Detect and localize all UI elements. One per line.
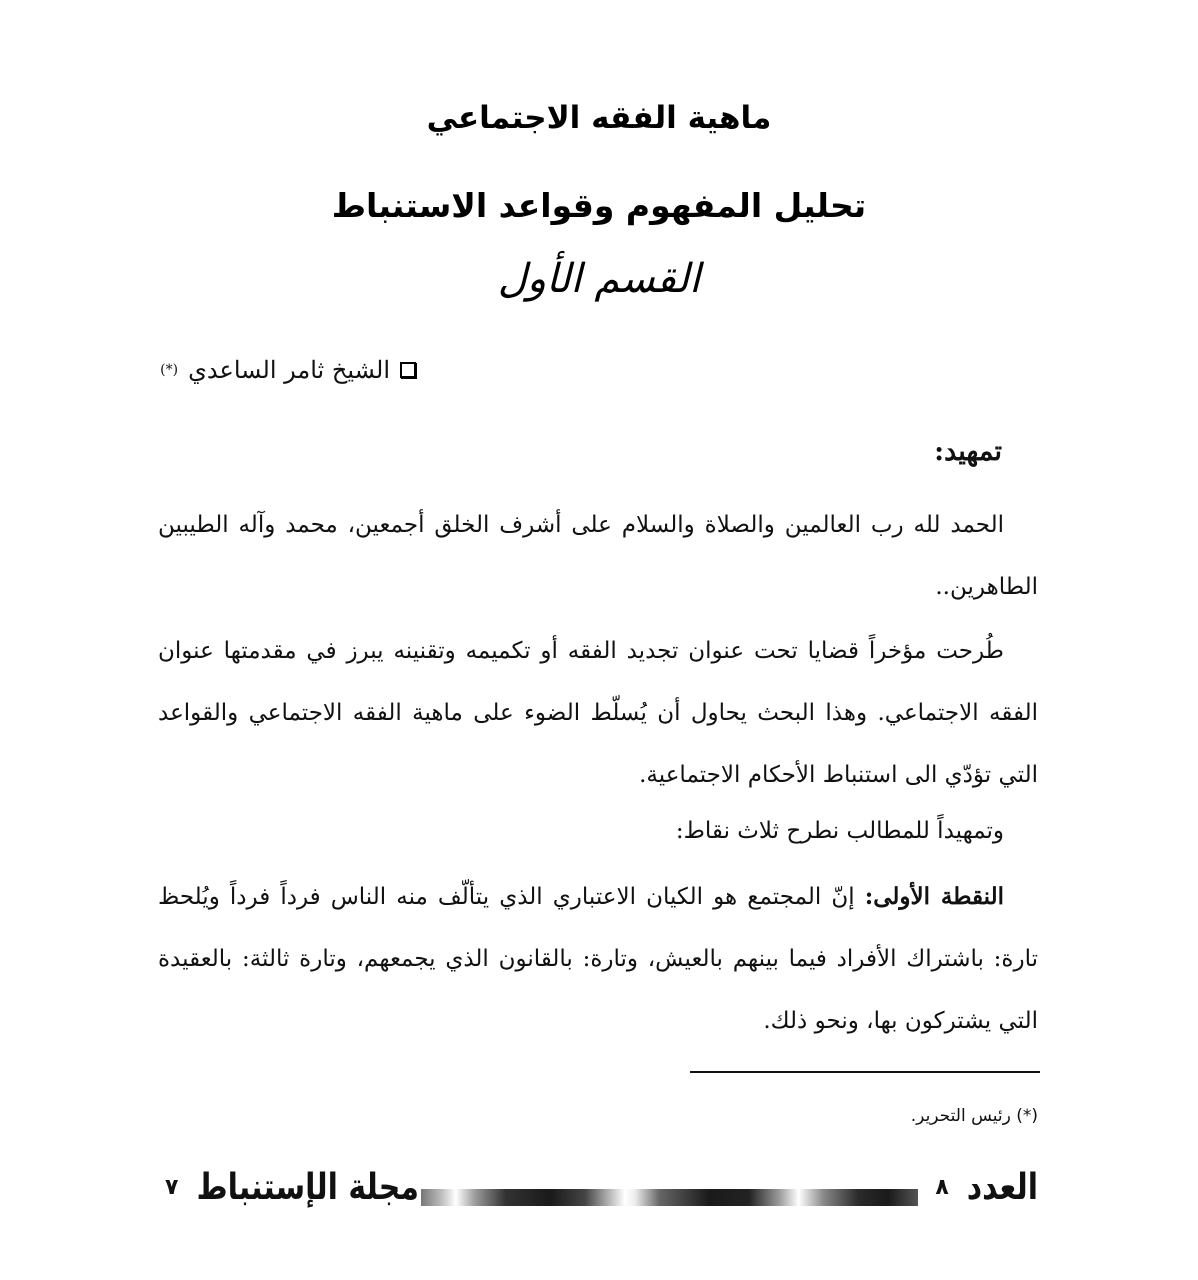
page-number: ٧ xyxy=(165,1175,179,1200)
section-heading: تمهيد: xyxy=(934,436,1002,467)
point-one-label: النقطة الأولى: xyxy=(864,883,1004,910)
paragraph-3 xyxy=(158,800,1038,862)
footer-issue xyxy=(935,1166,1038,1209)
article-subtitle: تحليل المفهوم وقواعد الاستنباط xyxy=(331,186,867,225)
author-footnote-marker: (*) xyxy=(160,362,179,378)
issue-label: العدد xyxy=(966,1166,1038,1209)
footnote: (*) رئيس التحرير. xyxy=(910,1106,1038,1126)
paragraph-1-text: الحمد لله رب العالمين والصلاة والسلام على أشرف الخلق أجمعين، محمد وآله الطيبين الطاهرين.. xyxy=(158,512,1038,600)
point-one-text: إنّ المجتمع هو الكيان الاعتباري الذي يتألّف منه الناس فرداً فرداً ويُلحظ تارة: باشتراك الأفراد فيما بينهم بالعيش، وتارة: بالقانون الذي يجمعهم، وتارة ثالثة: بالعقيدة التي يشتركون بها، ونحو ذلك. xyxy=(158,884,1038,1034)
issue-number: ٨ xyxy=(935,1175,949,1200)
footer-decorative-bar xyxy=(421,1189,918,1206)
paragraph-3-text: وتمهيداً للمطالب نطرح ثلاث نقاط: xyxy=(675,818,1004,844)
magazine-name: مجلة الإستنباط xyxy=(196,1166,419,1209)
footnote-divider xyxy=(690,1071,1040,1073)
paragraph-1 xyxy=(158,494,1038,618)
paragraph-2-text: طُرحت مؤخراً قضايا تحت عنوان تجديد الفقه أو تكميمه وتقنينه يبرز في مقدمتها عنوان الفقه الاجتماعي. وهذا البحث يحاول أن يُسلّط الضوء على ماهية الفقه الاجتماعي والقواعد التي تؤدّي الى استنباط الأحكام الاجتماعية. xyxy=(158,638,1038,788)
square-bullet-icon xyxy=(400,362,416,378)
footer-magazine xyxy=(165,1166,419,1209)
part-label: القسم الأول xyxy=(497,256,701,302)
paragraph-4 xyxy=(158,866,1038,1052)
article-title: ماهية الفقه الاجتماعي xyxy=(426,100,772,136)
author-name: الشيخ ثامر الساعدي xyxy=(188,356,390,384)
author-line xyxy=(160,356,416,384)
paragraph-2 xyxy=(158,620,1038,806)
